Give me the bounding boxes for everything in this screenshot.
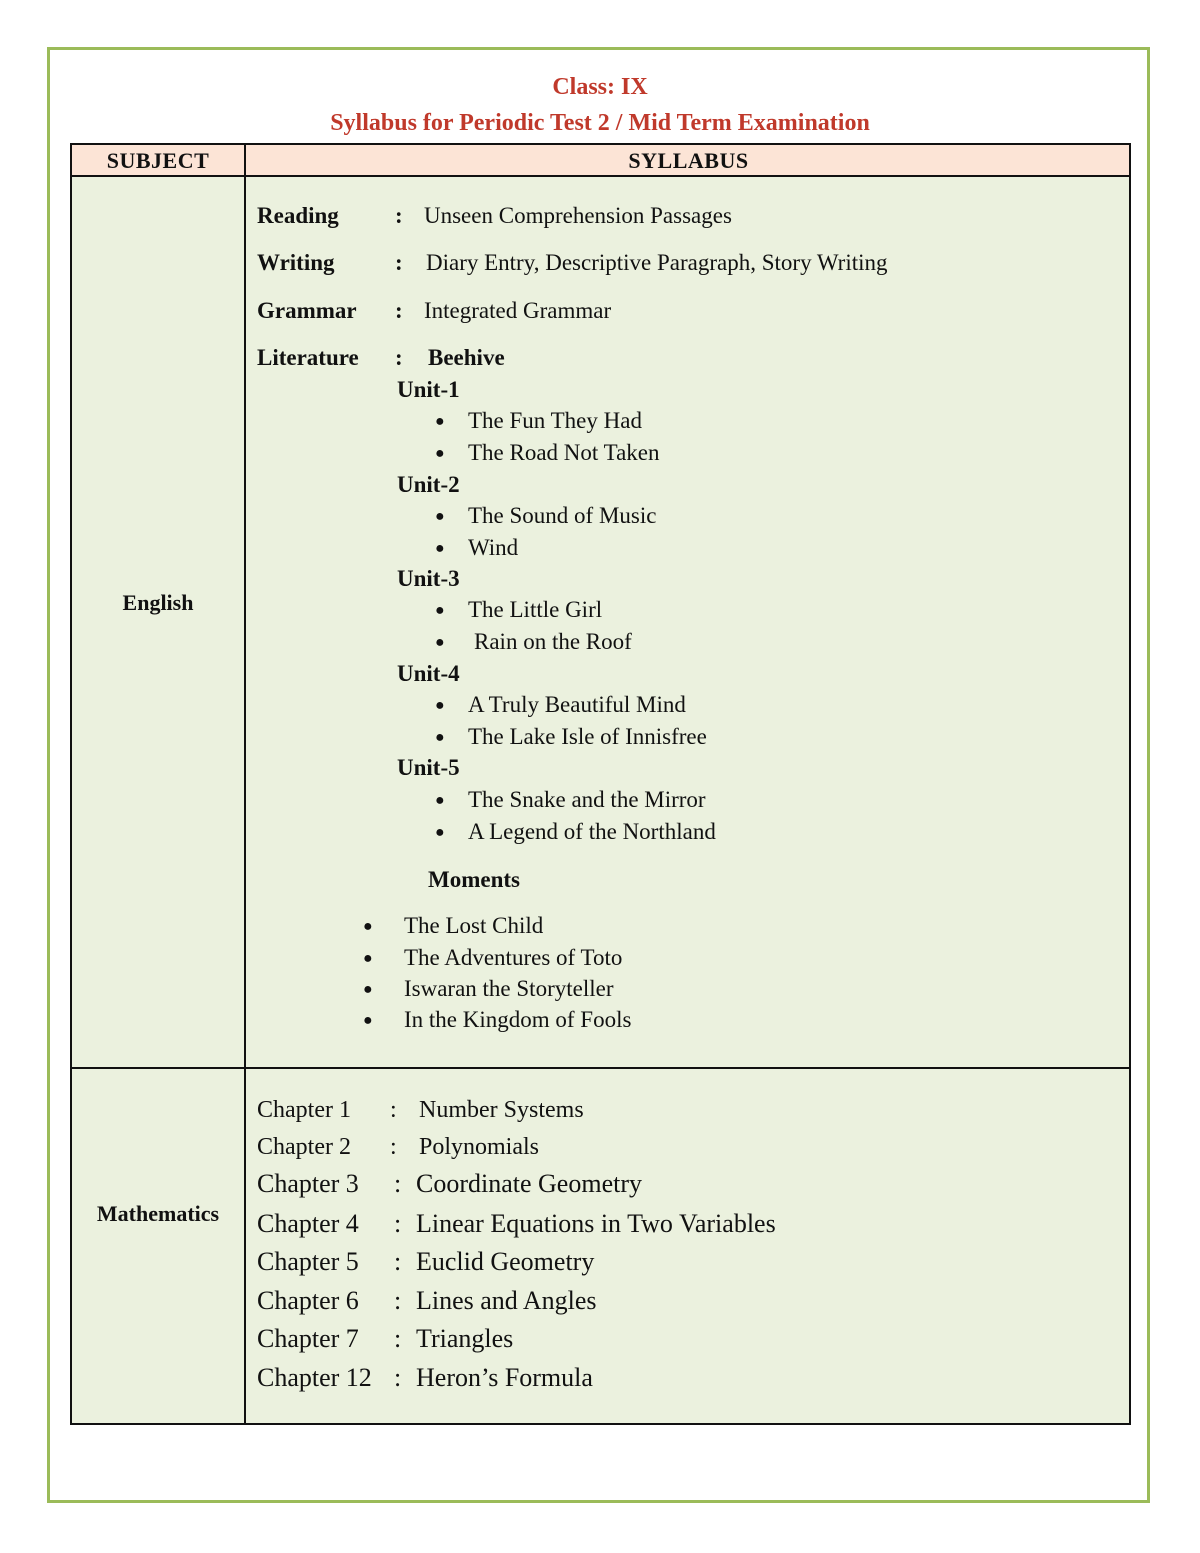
chapter-title: Lines and Angles <box>416 1286 597 1315</box>
list-item: The Lost Child <box>404 913 544 938</box>
bullet-icon: ● <box>363 950 373 967</box>
grammar-label: Grammar <box>257 298 357 323</box>
list-item: In the Kingdom of Fools <box>404 1007 632 1032</box>
literature-label: Literature <box>257 345 359 370</box>
unit-4-heading: Unit-4 <box>397 661 460 686</box>
list-item: A Legend of the Northland <box>468 819 716 844</box>
literature-colon: : <box>395 345 403 370</box>
bullet-icon: ● <box>435 792 445 809</box>
list-item: A Truly Beautiful Mind <box>468 692 686 717</box>
writing-label: Writing <box>257 250 335 275</box>
bullet-icon: ● <box>435 413 445 430</box>
chapter-number: Chapter 2 <box>257 1134 351 1160</box>
chapter-title: Number Systems <box>419 1097 584 1123</box>
list-item: The Sound of Music <box>468 503 657 528</box>
chapter-title: Heron’s Formula <box>416 1363 593 1392</box>
syllabus-column-header: SYLLABUS <box>628 148 749 173</box>
chapter-title: Euclid Geometry <box>416 1247 595 1276</box>
literature-value: Beehive <box>428 345 505 370</box>
list-item: The Road Not Taken <box>468 440 660 465</box>
unit-3-heading: Unit-3 <box>397 566 460 591</box>
class-title: Class: IX <box>552 74 648 100</box>
chapter-title: Triangles <box>416 1324 514 1353</box>
chapter-colon: : <box>390 1134 397 1160</box>
bullet-icon: ● <box>363 981 373 998</box>
list-item: The Fun They Had <box>468 408 642 433</box>
bullet-icon: ● <box>435 824 445 841</box>
moments-heading: Moments <box>428 867 520 892</box>
chapter-number: Chapter 12 <box>257 1363 372 1392</box>
bullet-icon: ● <box>363 1012 373 1029</box>
exam-title: Syllabus for Periodic Test 2 / Mid Term Examination <box>330 110 870 136</box>
chapter-title: Polynomials <box>419 1134 540 1160</box>
bullet-icon: ● <box>435 634 445 651</box>
chapter-colon: : <box>394 1247 402 1276</box>
chapter-number: Chapter 4 <box>257 1209 359 1238</box>
english-subject-cell: English <box>122 590 194 615</box>
chapter-colon: : <box>390 1097 397 1123</box>
chapter-number: Chapter 1 <box>257 1097 351 1123</box>
subject-column-header: SUBJECT <box>106 148 210 173</box>
reading-colon: : <box>395 203 403 228</box>
chapter-number: Chapter 3 <box>257 1169 359 1198</box>
grammar-value: Integrated Grammar <box>424 298 612 323</box>
reading-label: Reading <box>257 203 339 228</box>
list-item: The Little Girl <box>468 597 603 622</box>
list-item: Wind <box>468 535 519 560</box>
chapter-number: Chapter 6 <box>257 1286 359 1315</box>
chapter-colon: : <box>394 1286 402 1315</box>
bullet-icon: ● <box>435 508 445 525</box>
chapter-colon: : <box>394 1363 402 1392</box>
grammar-colon: : <box>395 298 403 323</box>
table-header-row <box>72 145 1129 177</box>
chapter-colon: : <box>394 1209 402 1238</box>
english-row <box>72 177 1129 1069</box>
syllabus-table <box>70 143 1131 1425</box>
column-divider <box>244 145 246 1423</box>
writing-colon: : <box>395 250 403 275</box>
chapter-number: Chapter 5 <box>257 1247 359 1276</box>
unit-2-heading: Unit-2 <box>397 472 460 497</box>
chapter-title: Linear Equations in Two Variables <box>416 1209 776 1238</box>
list-item: The Adventures of Toto <box>404 945 623 970</box>
bullet-icon: ● <box>435 445 445 462</box>
chapter-number: Chapter 7 <box>257 1324 359 1353</box>
bullet-icon: ● <box>435 540 445 557</box>
list-item: Iswaran the Storyteller <box>404 976 614 1001</box>
writing-value: Diary Entry, Descriptive Paragraph, Story Writing <box>426 250 888 275</box>
list-item: The Lake Isle of Innisfree <box>468 724 707 749</box>
chapter-title: Coordinate Geometry <box>416 1169 642 1198</box>
list-item: The Snake and the Mirror <box>468 787 706 812</box>
bullet-icon: ● <box>435 602 445 619</box>
bullet-icon: ● <box>363 918 373 935</box>
mathematics-row <box>72 1069 1129 1423</box>
unit-1-heading: Unit-1 <box>397 377 460 402</box>
mathematics-subject-cell: Mathematics <box>96 1201 220 1226</box>
list-item: Rain on the Roof <box>474 629 632 654</box>
reading-value: Unseen Comprehension Passages <box>424 203 732 228</box>
unit-5-heading: Unit-5 <box>397 755 460 780</box>
chapter-colon: : <box>394 1324 402 1353</box>
bullet-icon: ● <box>435 729 445 746</box>
chapter-colon: : <box>394 1169 402 1198</box>
bullet-icon: ● <box>435 697 445 714</box>
